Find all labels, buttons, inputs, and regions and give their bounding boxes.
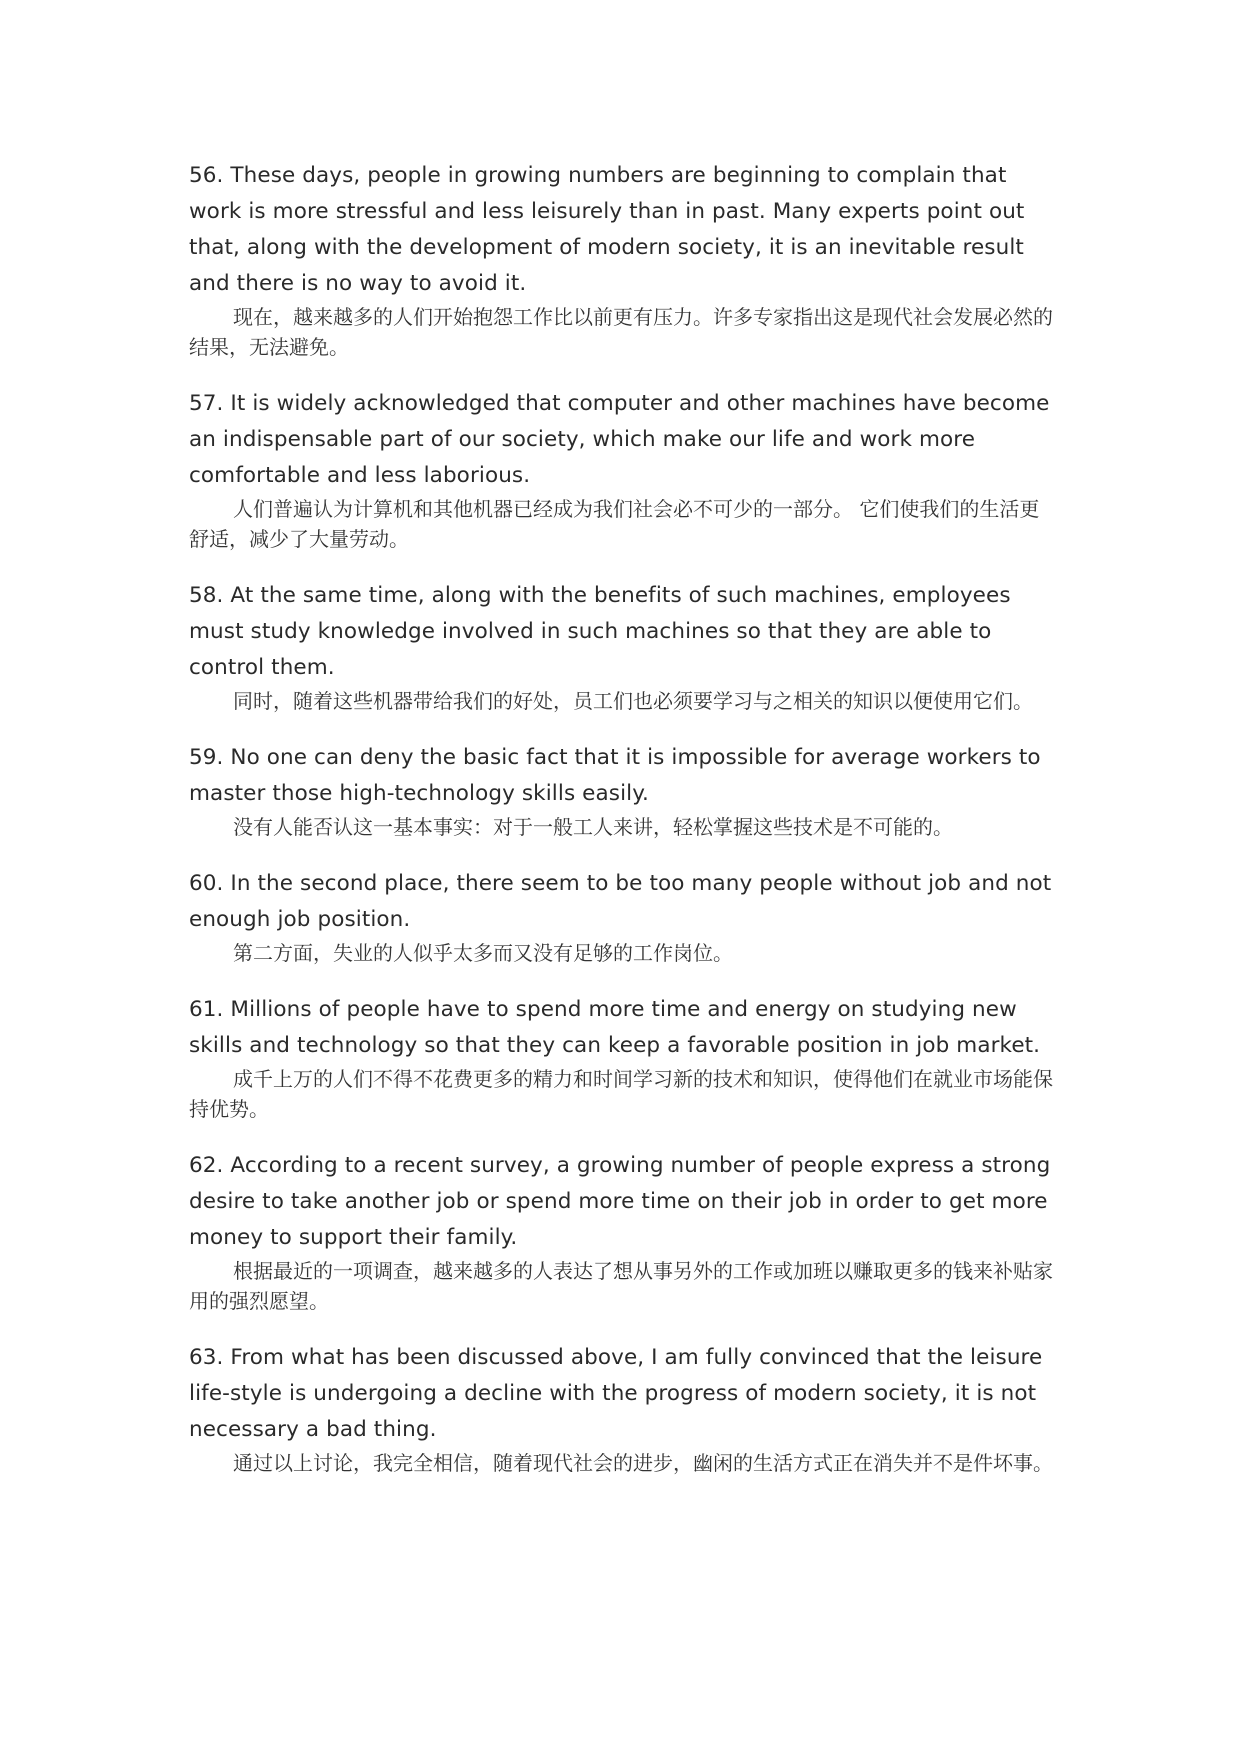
chinese-translation: 通过以上讨论，我完全相信，随着现代社会的进步，幽闲的生活方式正在消失并不是件坏事。: [233, 1451, 1053, 1475]
sentence-entry-59: [189, 740, 1059, 842]
sentence-entry-60: [189, 866, 1059, 968]
sentence-entry-61: [189, 992, 1059, 1124]
english-sentence: 57. It is widely acknowledged that computer and other machines have become an indispensable part of our society, which make our life and work more comfortable and less laborious.: [189, 391, 1050, 488]
chinese-translation: 成千上万的人们不得不花费更多的精力和时间学习新的技术和知识，使得他们在就业市场能保持优势。: [189, 1067, 1053, 1121]
english-sentence: 56. These days, people in growing numbers are beginning to complain that work is more stressful and less leisurely than in past. Many experts point out that, along with the development of modern society, it is an inevitable result and there is no way to avoid it.: [189, 163, 1025, 296]
chinese-translation: 第二方面，失业的人似乎太多而又没有足够的工作岗位。: [233, 941, 733, 965]
english-sentence: 61. Millions of people have to spend more time and energy on studying new skills and technology so that they can keep a favorable position in job market.: [189, 997, 1041, 1058]
sentence-entry-57: [189, 386, 1059, 554]
english-sentence: 60. In the second place, there seem to be too many people without job and not enough job position.: [189, 871, 1052, 932]
chinese-translation: 没有人能否认这一基本事实：对于一般工人来讲，轻松掌握这些技术是不可能的。: [233, 815, 953, 839]
english-sentence: 58. At the same time, along with the benefits of such machines, employees must study knowledge involved in such machines so that they are able to control them.: [189, 583, 1011, 680]
english-sentence: 62. According to a recent survey, a growing number of people express a strong desire to take another job or spend more time on their job in order to get more money to support their family.: [189, 1153, 1051, 1250]
sentence-list: [189, 158, 1059, 1502]
english-sentence: 63. From what has been discussed above, I am fully convinced that the leisure life-style is undergoing a decline with the progress of modern society, it is not necessary a bad thing.: [189, 1345, 1043, 1442]
sentence-entry-56: [189, 158, 1059, 362]
chinese-translation: 同时，随着这些机器带给我们的好处，员工们也必须要学习与之相关的知识以便使用它们。: [233, 689, 1033, 713]
chinese-translation: 人们普遍认为计算机和其他机器已经成为我们社会必不可少的一部分。 它们使我们的生活更舒适，减少了大量劳动。: [189, 497, 1040, 551]
sentence-entry-62: [189, 1148, 1059, 1316]
sentence-entry-63: [189, 1340, 1059, 1478]
chinese-translation: 根据最近的一项调查，越来越多的人表达了想从事另外的工作或加班以赚取更多的钱来补贴家用的强烈愿望。: [189, 1259, 1053, 1313]
sentence-entry-58: [189, 578, 1059, 716]
english-sentence: 59. No one can deny the basic fact that it is impossible for average workers to master those high-technology skills easily.: [189, 745, 1041, 806]
chinese-translation: 现在，越来越多的人们开始抱怨工作比以前更有压力。许多专家指出这是现代社会发展必然的结果，无法避免。: [189, 305, 1053, 359]
